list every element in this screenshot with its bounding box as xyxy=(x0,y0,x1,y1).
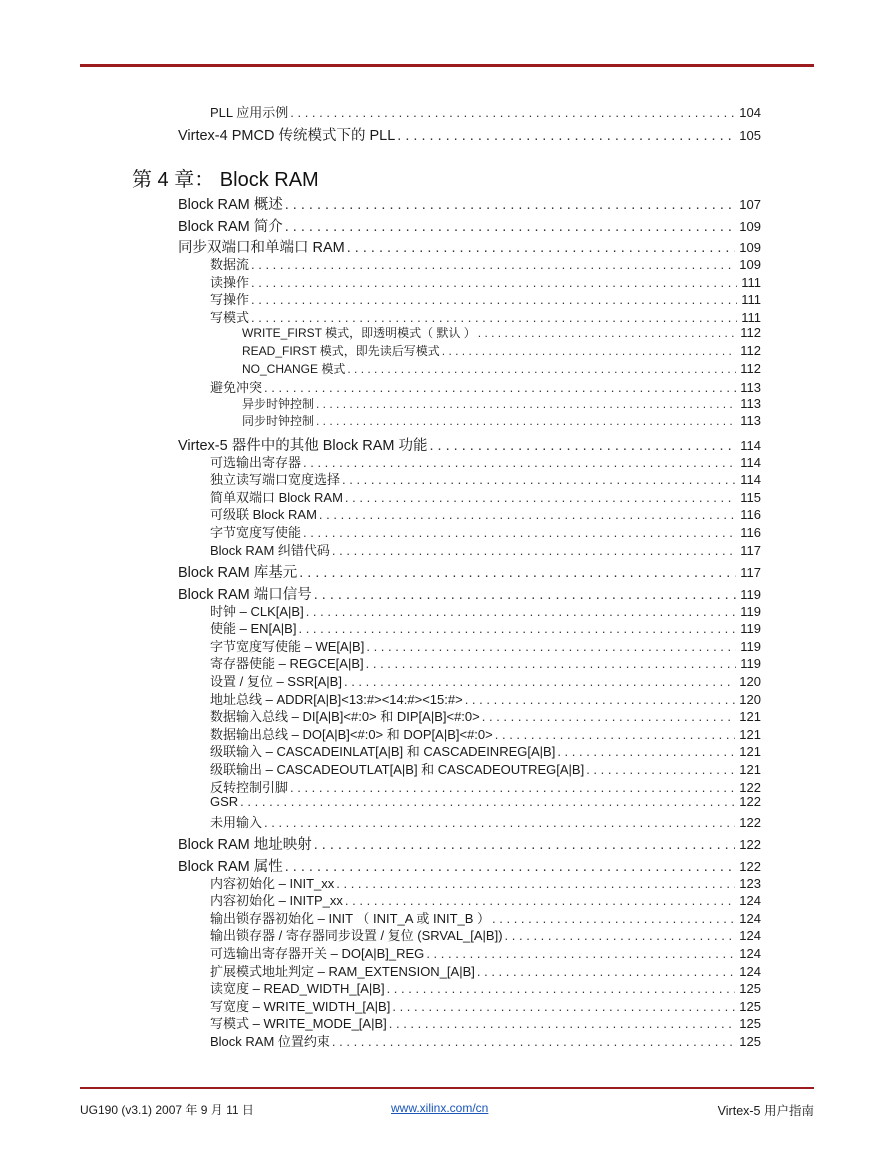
toc-entry[interactable] xyxy=(178,124,761,145)
toc-entry-page: 124 xyxy=(739,893,761,908)
toc-entry-page: 114 xyxy=(740,438,761,453)
toc-entry-title: 数据流 xyxy=(210,257,250,272)
toc-entry-title: 内容初始化 – INITP_xx xyxy=(210,893,343,908)
toc-entry[interactable] xyxy=(242,412,761,429)
toc-entry-page: 125 xyxy=(739,1034,761,1049)
toc-leader-dots xyxy=(389,1016,736,1031)
toc-leader-dots xyxy=(586,762,735,777)
toc-leader-dots xyxy=(251,257,735,272)
toc-leader-dots xyxy=(299,565,736,581)
toc-leader-dots xyxy=(347,362,736,376)
toc-entry-title: 同步时钟控制 xyxy=(242,414,315,428)
chapter-heading: 第 4 章： Block RAM xyxy=(132,169,319,191)
toc-leader-dots xyxy=(303,455,736,470)
toc-entry-title: 写模式 xyxy=(210,310,250,325)
toc-leader-dots xyxy=(392,999,735,1014)
toc-entry[interactable] xyxy=(210,978,761,997)
toc-leader-dots xyxy=(478,326,736,340)
toc-entry-title: Block RAM 库基元 xyxy=(178,565,298,581)
toc-entry-page: 121 xyxy=(739,744,761,759)
toc-entry-page: 122 xyxy=(739,815,761,830)
toc-entry-title: Block RAM 概述 xyxy=(178,197,283,213)
toc-entry-title: 写宽度 – WRITE_WIDTH_[A|B] xyxy=(210,999,391,1014)
toc-entry[interactable] xyxy=(178,561,761,582)
toc-entry-page: 114 xyxy=(740,455,761,470)
toc-entry-title: 级联输入 – CASCADEINLAT[A|B] 和 CASCADEINREG[A|B] xyxy=(210,744,556,759)
toc-leader-dots xyxy=(336,876,735,891)
toc-entry[interactable] xyxy=(242,395,761,412)
toc-leader-dots xyxy=(240,794,735,809)
toc-leader-dots xyxy=(303,525,736,540)
toc-leader-dots xyxy=(492,911,735,926)
toc-leader-dots xyxy=(264,380,736,395)
toc-entry-title: 设置 / 复位 – SSR[A|B] xyxy=(210,674,342,689)
toc-entry-page: 124 xyxy=(739,928,761,943)
toc-entry-page: 112 xyxy=(740,343,761,358)
toc-entry-title: 简单双端口 Block RAM xyxy=(210,490,343,505)
toc-entry-title: 异步时钟控制 xyxy=(242,397,315,411)
toc-entry-title: 同步双端口和单端口 RAM xyxy=(178,240,345,256)
toc-entry[interactable] xyxy=(242,324,761,341)
footer-doc-info: UG190 (v3.1) 2007 年 9 月 11 日 xyxy=(80,1103,254,1117)
toc-entry-page: 121 xyxy=(739,727,761,742)
toc-leader-dots xyxy=(332,1034,735,1049)
toc-entry[interactable] xyxy=(210,504,761,523)
toc-entry-title: 避免冲突 xyxy=(210,380,263,395)
toc-entry-title: Block RAM 简介 xyxy=(178,219,283,235)
toc-entry-title: 未用输入 xyxy=(210,815,263,830)
toc-entry[interactable] xyxy=(210,289,761,308)
toc-entry-page: 121 xyxy=(739,762,761,777)
toc-leader-dots xyxy=(290,105,735,120)
toc-entry-page: 120 xyxy=(739,692,761,707)
toc-entry-title: Block RAM 位置约束 xyxy=(210,1034,330,1049)
toc-entry-page: 109 xyxy=(739,240,761,255)
toc-leader-dots xyxy=(345,893,735,908)
toc-leader-dots xyxy=(316,414,736,428)
toc-entry-title: 写操作 xyxy=(210,292,250,307)
toc-leader-dots xyxy=(557,744,735,759)
toc-leader-dots xyxy=(251,310,737,325)
toc-leader-dots xyxy=(442,344,736,358)
toc-entry-page: 125 xyxy=(739,999,761,1014)
toc-leader-dots xyxy=(251,275,737,290)
toc-entry-title: 扩展模式地址判定 – RAM_EXTENSION_[A|B] xyxy=(210,964,475,979)
toc-entry-page: 115 xyxy=(740,490,761,505)
toc-entry-page: 121 xyxy=(739,709,761,724)
toc-leader-dots xyxy=(387,981,736,996)
toc-leader-dots xyxy=(342,472,736,487)
toc-entry[interactable] xyxy=(210,943,761,962)
toc-entry-title: Block RAM 属性 xyxy=(178,859,283,875)
toc-entry-page: 116 xyxy=(740,525,761,540)
toc-entry[interactable] xyxy=(210,522,761,541)
toc-entry[interactable] xyxy=(210,706,761,725)
toc-entry-title: Block RAM 纠错代码 xyxy=(210,543,330,558)
toc-entry-page: 111 xyxy=(741,292,761,307)
toc-leader-dots xyxy=(298,621,736,636)
toc-leader-dots xyxy=(366,656,737,671)
toc-entry-title: READ_FIRST 模式，即先读后写模式 xyxy=(242,344,440,358)
toc-leader-dots xyxy=(344,674,735,689)
toc-entry-page: 112 xyxy=(740,325,761,340)
toc-entry-page: 124 xyxy=(739,911,761,926)
toc-entry-title: 反转控制引脚 xyxy=(210,780,289,795)
toc-entry-title: GSR xyxy=(210,794,239,809)
toc-leader-dots xyxy=(306,604,737,619)
header-rule xyxy=(80,64,814,67)
toc-entry[interactable] xyxy=(210,618,761,637)
toc-entry[interactable] xyxy=(210,759,761,778)
toc-entry-page: 111 xyxy=(741,310,761,325)
toc-entry-page: 116 xyxy=(740,507,761,522)
toc-entry-title: 字节宽度写使能 xyxy=(210,525,302,540)
toc-leader-dots xyxy=(477,964,735,979)
toc-entry-title: Virtex-5 器件中的其他 Block RAM 功能 xyxy=(178,438,428,454)
toc-leader-dots xyxy=(319,507,736,522)
toc-entry[interactable] xyxy=(210,925,761,944)
toc-entry-title: 输出锁存器初始化 – INIT （ INIT_A 或 INIT_B ） xyxy=(210,911,491,926)
toc-entry-title: PLL 应用示例 xyxy=(210,105,289,120)
toc-entry-title: 读操作 xyxy=(210,275,250,290)
toc-entry-title: Block RAM 端口信号 xyxy=(178,587,312,603)
toc-entry-page: 125 xyxy=(739,981,761,996)
toc-entry[interactable] xyxy=(178,215,761,236)
toc-entry-page: 112 xyxy=(740,361,761,376)
toc-entry-page: 123 xyxy=(739,876,761,891)
toc-leader-dots xyxy=(264,815,735,830)
toc-entry-page: 119 xyxy=(740,656,761,671)
toc-entry-title: WRITE_FIRST 模式，即透明模式（ 默认 ） xyxy=(242,326,476,340)
toc-entry-title: 数据输入总线 – DI[A|B]<#:0> 和 DIP[A|B]<#:0> xyxy=(210,709,480,724)
toc-entry-page: 113 xyxy=(740,396,761,411)
toc-entry-page: 109 xyxy=(739,257,761,272)
toc-entry-page: 117 xyxy=(740,543,761,558)
toc-entry[interactable] xyxy=(210,540,761,559)
toc-entry[interactable] xyxy=(210,812,761,831)
toc-entry-title: 字节宽度写使能 – WE[A|B] xyxy=(210,639,365,654)
toc-entry-page: 120 xyxy=(739,674,761,689)
toc-entry-page: 117 xyxy=(740,565,761,580)
toc-entry-page: 104 xyxy=(739,105,761,120)
toc-leader-dots xyxy=(332,543,736,558)
toc-entry-title: 读宽度 – READ_WIDTH_[A|B] xyxy=(210,981,385,996)
toc-entry-page: 119 xyxy=(740,604,761,619)
toc-leader-dots xyxy=(397,128,735,144)
toc-entry-page: 122 xyxy=(739,794,761,809)
toc-entry-title: Block RAM 地址映射 xyxy=(178,837,312,853)
toc-entry[interactable] xyxy=(210,377,761,396)
toc-leader-dots xyxy=(465,692,736,707)
toc-leader-dots xyxy=(495,727,736,742)
toc-entry-title: 独立读写端口宽度选择 xyxy=(210,472,341,487)
toc-leader-dots xyxy=(285,197,736,213)
toc-entry-title: 可级联 Block RAM xyxy=(210,507,317,522)
toc-leader-dots xyxy=(251,292,737,307)
toc-entry[interactable] xyxy=(210,741,761,760)
toc-entry-page: 122 xyxy=(739,780,761,795)
toc-entry-title: 写模式 – WRITE_MODE_[A|B] xyxy=(210,1016,387,1031)
toc-entry-title: 内容初始化 – INIT_xx xyxy=(210,876,335,891)
toc-entry[interactable] xyxy=(210,1031,761,1050)
toc-entry-page: 113 xyxy=(740,413,761,428)
toc-entry-title: 可选输出寄存器 xyxy=(210,455,302,470)
footer-website-link[interactable]: www.xilinx.com/cn xyxy=(391,1101,489,1115)
footer-guide-title: Virtex-5 用户指南 xyxy=(717,1104,814,1118)
toc-entry[interactable] xyxy=(210,254,761,273)
toc-entry-page: 119 xyxy=(740,639,761,654)
toc-entry-title: 使能 – EN[A|B] xyxy=(210,621,297,636)
toc-entry-page: 109 xyxy=(739,219,761,234)
toc-entry-title: NO_CHANGE 模式 xyxy=(242,362,346,376)
toc-entry-page: 125 xyxy=(739,1016,761,1031)
toc-leader-dots xyxy=(366,639,736,654)
toc-entry-title: 地址总线 – ADDR[A|B]<13:#><14:#><15:#> xyxy=(210,692,463,707)
toc-entry[interactable] xyxy=(242,360,761,377)
toc-entry-page: 122 xyxy=(739,837,761,852)
toc-entry-title: 数据输出总线 – DO[A|B]<#:0> 和 DOP[A|B]<#:0> xyxy=(210,727,493,742)
toc-entry-page: 119 xyxy=(740,621,761,636)
toc-entry-page: 105 xyxy=(739,128,761,143)
toc-entry[interactable] xyxy=(210,671,761,690)
toc-entry[interactable] xyxy=(242,342,761,359)
toc-entry[interactable] xyxy=(210,653,761,672)
toc-entry[interactable] xyxy=(210,469,761,488)
toc-leader-dots xyxy=(290,780,735,795)
toc-entry[interactable] xyxy=(210,102,761,121)
toc-entry-title: 输出锁存器 / 寄存器同步设置 / 复位 (SRVAL_[A|B]) xyxy=(210,928,503,943)
footer-rule xyxy=(80,1087,814,1089)
toc-entry-page: 122 xyxy=(739,859,761,874)
toc-leader-dots xyxy=(314,837,736,853)
toc-entry-page: 107 xyxy=(739,197,761,212)
toc-leader-dots xyxy=(482,709,736,724)
toc-entry-page: 114 xyxy=(740,472,761,487)
toc-entry-page: 113 xyxy=(740,380,761,395)
toc-entry[interactable] xyxy=(178,193,761,214)
toc-leader-dots xyxy=(345,490,736,505)
toc-entry-title: 可选输出寄存器开关 – DO[A|B]_REG xyxy=(210,946,425,961)
toc-leader-dots xyxy=(426,946,735,961)
toc-entry[interactable] xyxy=(210,794,761,809)
toc-entry[interactable] xyxy=(178,833,761,854)
toc-entry-title: 时钟 – CLK[A|B] xyxy=(210,604,304,619)
toc-entry-page: 111 xyxy=(741,275,761,290)
toc-entry-title: 寄存器使能 – REGCE[A|B] xyxy=(210,656,364,671)
toc-entry-page: 124 xyxy=(739,946,761,961)
toc-entry-title: Virtex-4 PMCD 传统模式下的 PLL xyxy=(178,128,396,144)
toc-leader-dots xyxy=(316,397,736,411)
toc-leader-dots xyxy=(285,219,736,235)
toc-entry[interactable] xyxy=(210,890,761,909)
toc-entry[interactable] xyxy=(210,1013,761,1032)
toc-entry-page: 124 xyxy=(739,964,761,979)
toc-leader-dots xyxy=(505,928,736,943)
toc-entry-title: 级联输出 – CASCADEOUTLAT[A|B] 和 CASCADEOUTREG[A|B] xyxy=(210,762,585,777)
toc-entry-page: 119 xyxy=(740,587,761,602)
